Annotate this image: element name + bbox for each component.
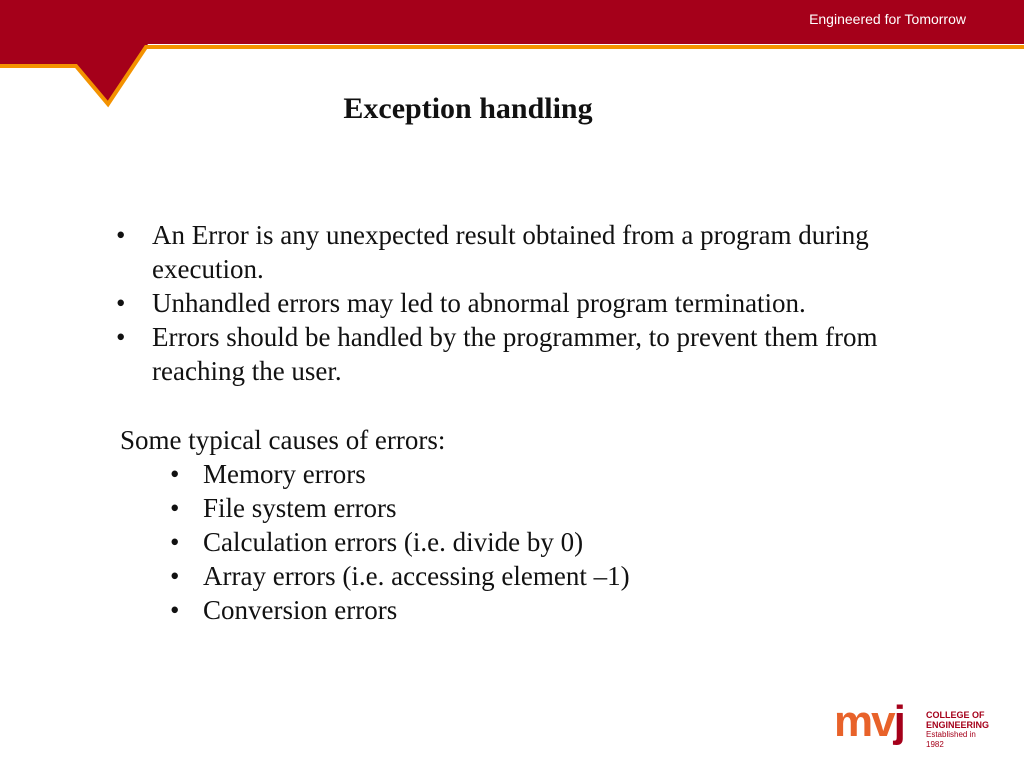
list-item: • File system errors — [170, 493, 397, 523]
bullet-icon: • — [170, 459, 180, 489]
list-item: • Unhandled errors may led to abnormal program termination. — [116, 288, 806, 318]
logo-mark: mvj — [834, 697, 904, 746]
college-logo — [834, 697, 994, 750]
list-item: • Conversion errors — [170, 595, 398, 625]
header-tagline: Engineered for Tomorrow — [809, 11, 966, 27]
causes-heading: Some typical causes of errors: — [120, 425, 446, 455]
causes-list — [170, 457, 870, 627]
bullet-icon: • — [170, 527, 180, 557]
main-bullet-list — [116, 218, 936, 388]
list-item: • Calculation errors (i.e. divide by 0) — [170, 527, 584, 557]
list-item: • Array errors (i.e. accessing element –1) — [170, 561, 630, 591]
bullet-icon: • — [116, 288, 126, 318]
list-item: • Memory errors — [170, 459, 366, 489]
bullet-icon: • — [170, 595, 180, 625]
bullet-icon: • — [170, 493, 180, 523]
logo-text: COLLEGE OF ENGINEERING Established in 1982 — [926, 710, 990, 749]
bullet-icon: • — [170, 561, 180, 591]
list-item: • Errors should be handled by the programmer, to prevent them from reaching the user. — [116, 322, 878, 386]
list-item: • An Error is any unexpected result obtained from a program during execution. — [116, 220, 869, 284]
bullet-icon: • — [116, 220, 126, 250]
slide-title: Exception handling — [343, 92, 593, 125]
bullet-icon: • — [116, 322, 126, 352]
